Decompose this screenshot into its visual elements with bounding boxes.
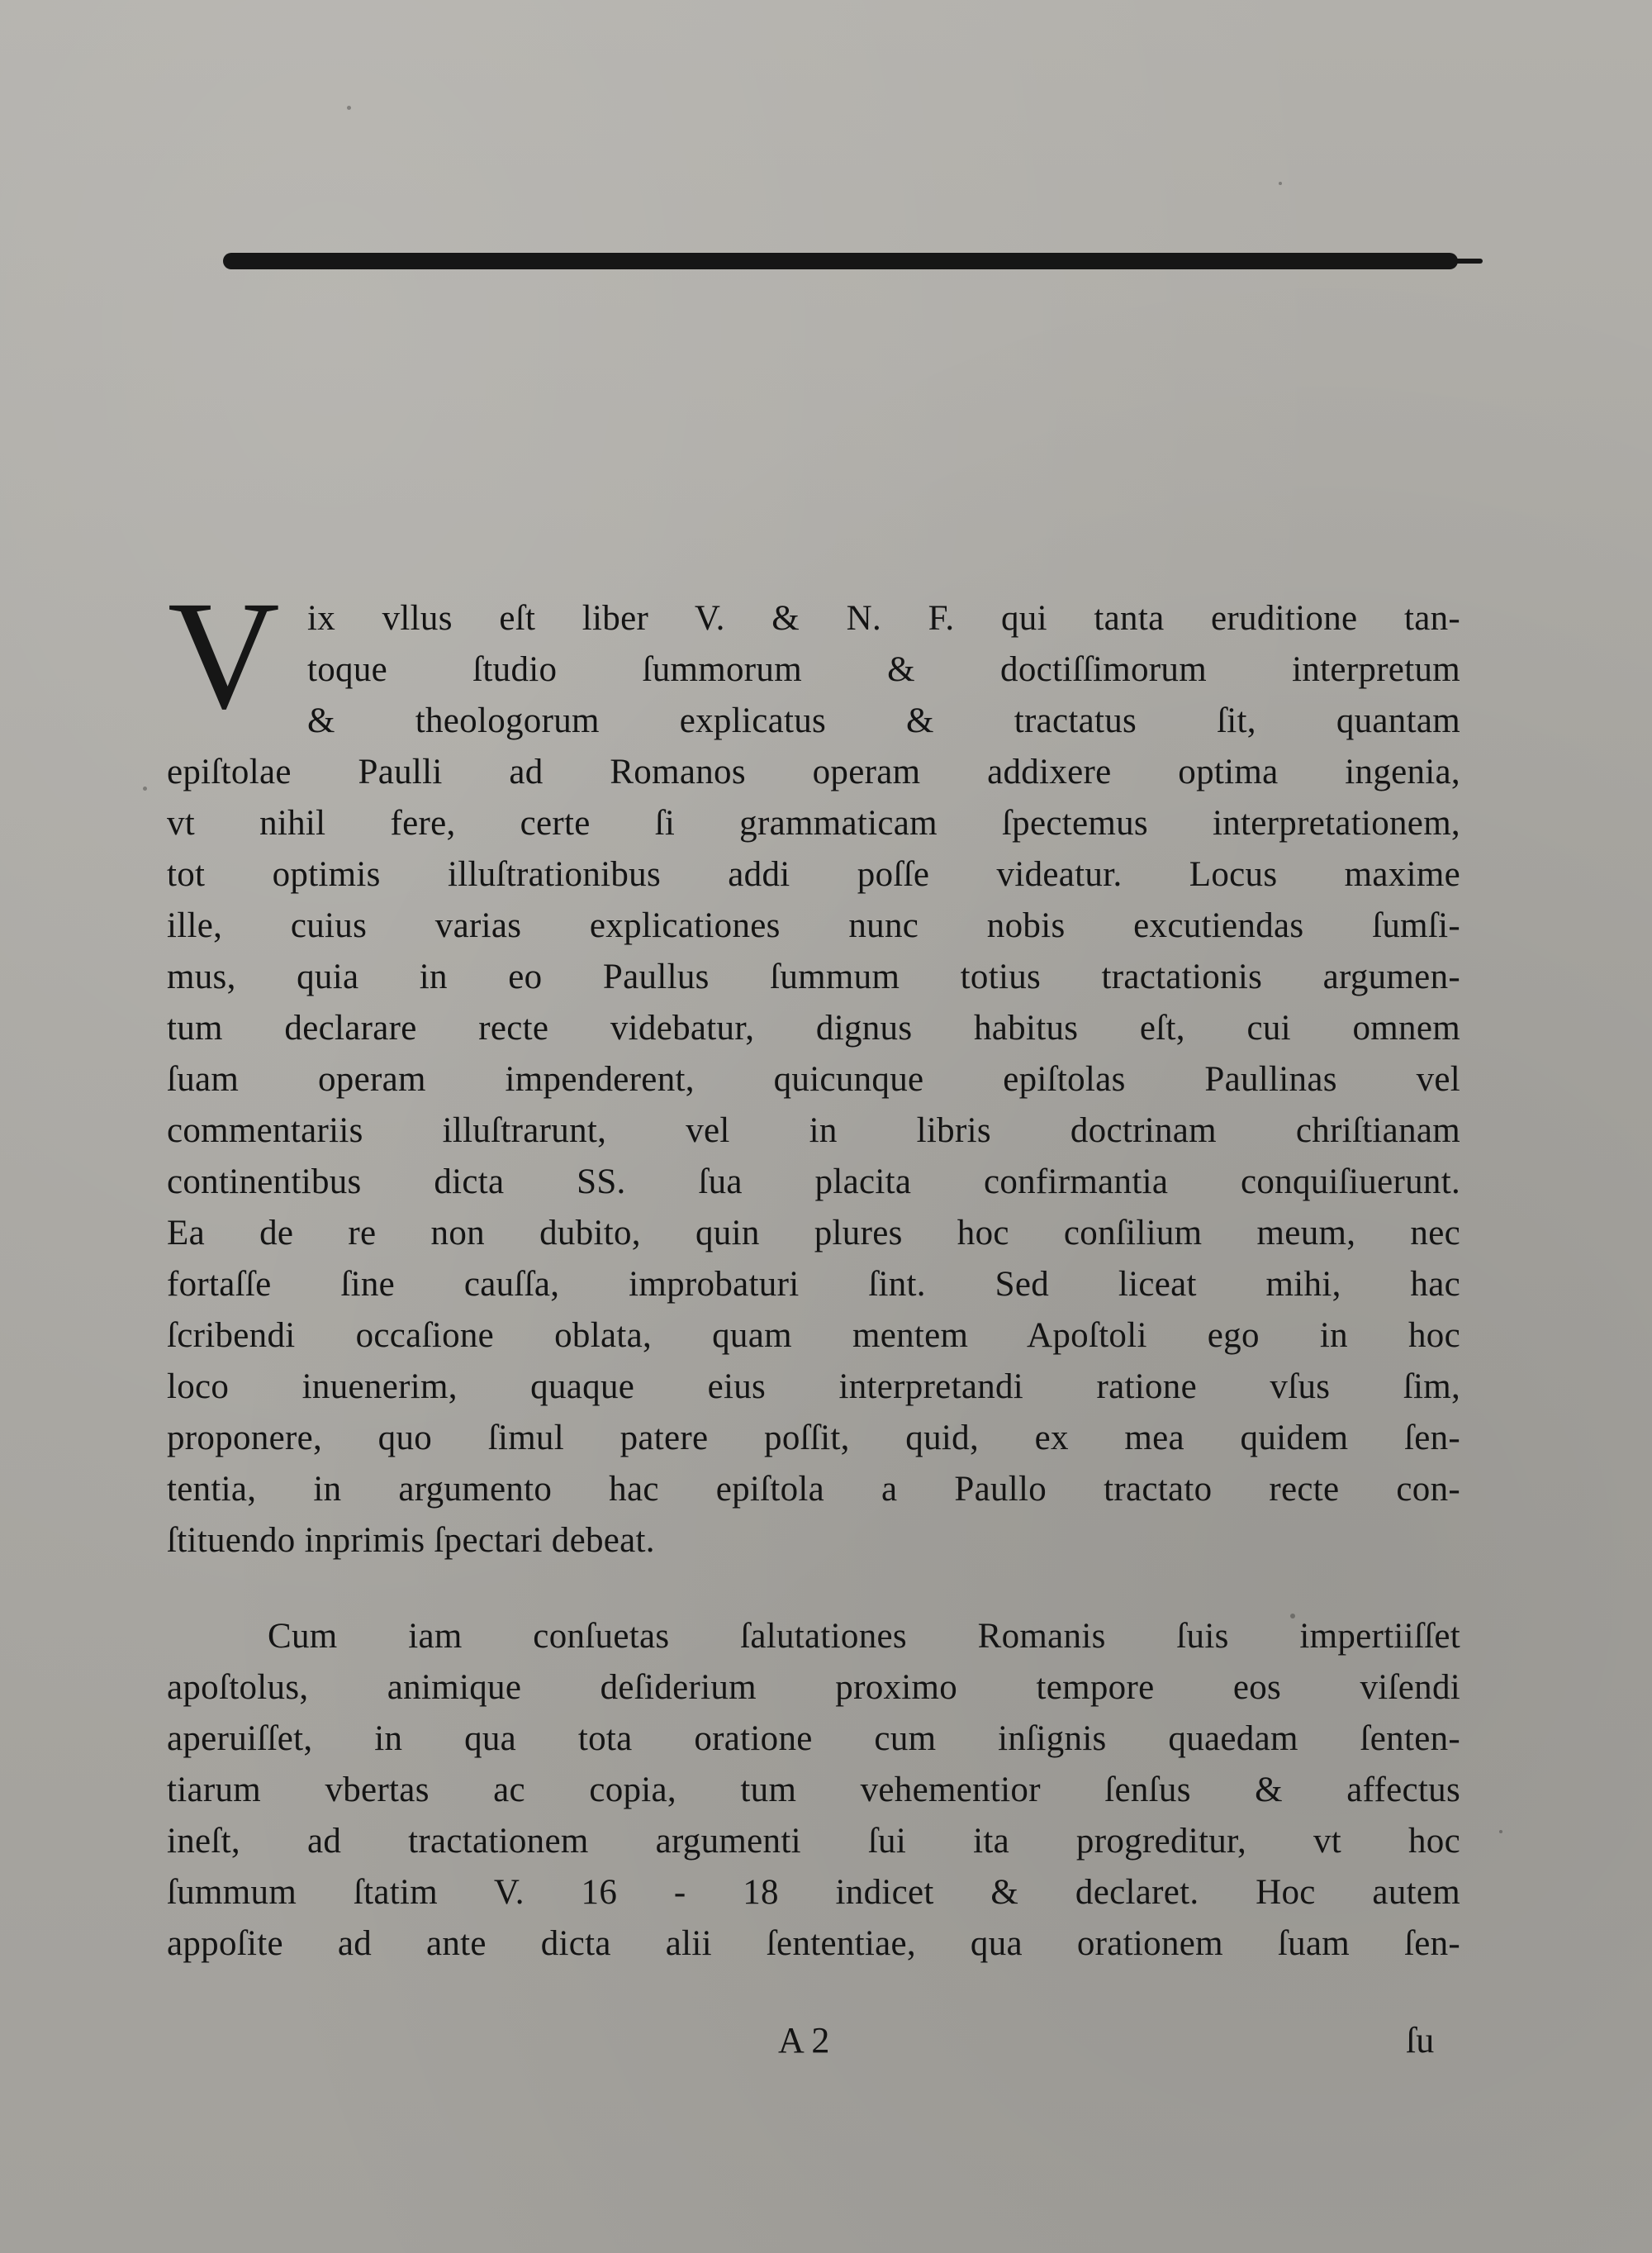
text-line: vt nihil fere, certe ſi grammaticam ſpectemus interpretationem,	[167, 804, 1460, 843]
text-line: toque ſtudio ſummorum & doctiſſimorum interpretum	[307, 650, 1460, 689]
text-line: ille, cuius varias explicationes nunc nobis excutiendas ſumſi-	[167, 906, 1460, 945]
text-line: fortaſſe ſine cauſſa, improbaturi ſint. Sed liceat mihi, hac	[167, 1265, 1460, 1304]
text-line: tiarum vbertas ac copia, tum vehementior ſenſus & affectus	[167, 1771, 1460, 1809]
paragraph-2	[167, 1611, 1460, 1970]
signature-mark: A 2	[778, 2020, 830, 2060]
text-line: mus, quia in eo Paullus ſummum totius tractationis argumen-	[167, 958, 1460, 996]
text-line: Cum iam conſuetas ſalutationes Romanis ſuis impertiiſſet	[268, 1617, 1460, 1656]
text-line: ineſt, ad tractationem argumenti ſui ita progreditur, vt hoc	[167, 1822, 1460, 1861]
text-line: ſcribendi occaſione oblata, quam mentem Apoſtoli ego in hoc	[167, 1316, 1460, 1355]
text-line: ſtituendo inprimis ſpectari debeat.	[167, 1521, 655, 1560]
text-line: apoſtolus, animique deſiderium proximo tempore eos viſendi	[167, 1668, 1460, 1707]
paper-speck	[1279, 182, 1282, 185]
text-line: ſuam operam impenderent, quicunque epiſtolas Paullinas vel	[167, 1060, 1460, 1099]
paper-speck	[347, 106, 351, 110]
paragraph-1	[167, 593, 1460, 1566]
text-line: Ea de re non dubito, quin plures hoc conſilium meum, nec	[167, 1214, 1460, 1252]
page-footer	[0, 2016, 1652, 2074]
text-line: loco inuenerim, quaque eius interpretandi ratione vſus ſim,	[167, 1367, 1460, 1406]
text-line: aperuiſſet, in qua tota oratione cum inſignis quaedam ſenten-	[167, 1719, 1460, 1758]
text-line: appoſite ad ante dicta alii ſententiae, qua orationem ſuam ſen-	[167, 1924, 1460, 1963]
text-line: & theologorum explicatus & tractatus ſit, quantam	[307, 701, 1460, 740]
catchword: ſu	[1406, 2020, 1435, 2060]
text-line: ſummum ſtatim V. 16 - 18 indicet & declaret. Hoc autem	[167, 1873, 1460, 1912]
paper-speck	[1290, 1614, 1295, 1618]
text-line: epiſtolae Paulli ad Romanos operam addixere optima ingenia,	[167, 753, 1460, 791]
text-line: commentariis illuſtrarunt, vel in libris doctrinam chriſtianam	[167, 1111, 1460, 1150]
text-line: tot optimis illuſtrationibus addi poſſe videatur. Locus maxime	[167, 855, 1460, 894]
header-rule	[223, 253, 1458, 269]
paper-speck	[1499, 1830, 1502, 1833]
text-line: tum declarare recte videbatur, dignus habitus eſt, cui omnem	[167, 1009, 1460, 1048]
text-line: continentibus dicta SS. ſua placita confirmantia conquiſiuerunt.	[167, 1162, 1460, 1201]
text-line: tentia, in argumento hac epiſtola a Paullo tractato recte con-	[167, 1470, 1460, 1509]
text-line: proponere, quo ſimul patere poſſit, quid, ex mea quidem ſen-	[167, 1419, 1460, 1457]
text-line: ix vllus eſt liber V. & N. F. qui tanta eruditione tan-	[307, 599, 1460, 638]
drop-cap-initial: V	[168, 568, 280, 741]
body-text	[167, 593, 1460, 1970]
paper-speck	[143, 787, 147, 791]
